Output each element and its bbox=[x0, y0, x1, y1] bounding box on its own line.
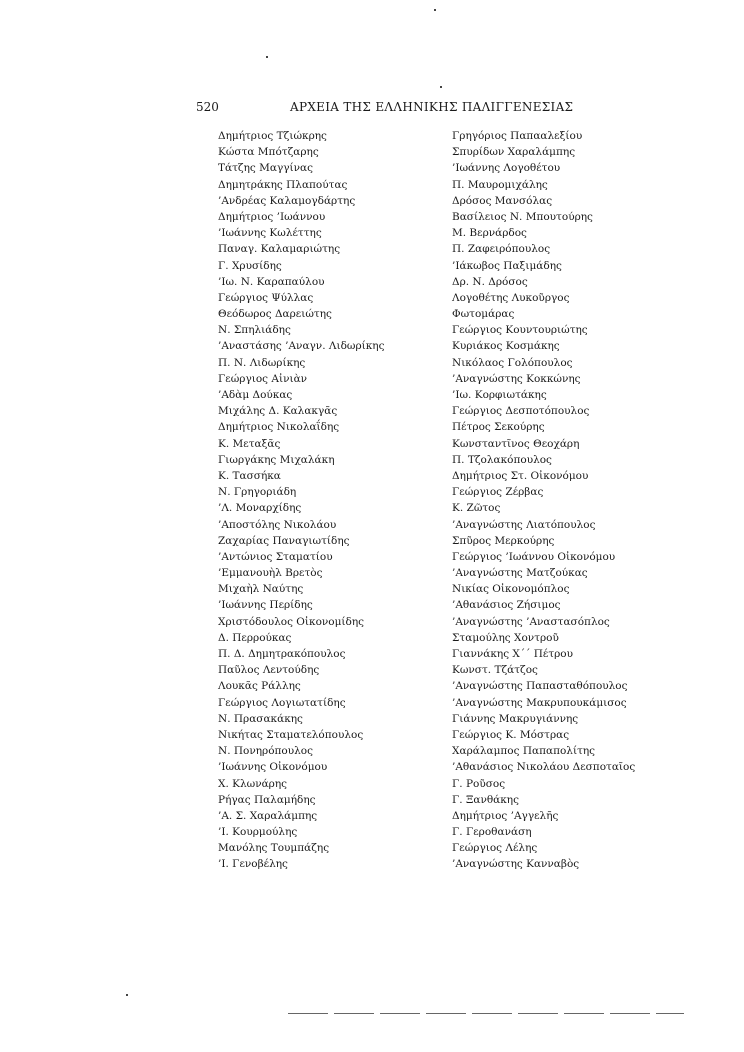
signatory-name: Κυριάκος Κοσμάκης bbox=[452, 340, 560, 353]
signatory-name: Σπυρίδων Χαραλάμπης bbox=[452, 146, 576, 159]
signatory-name: ’Αναγνώστης Ματζούκας bbox=[452, 567, 588, 580]
signatory-name: Νικήτας Σταματελόπουλος bbox=[218, 728, 364, 741]
signatory-name: Παῦλος Λεντούδης bbox=[218, 664, 320, 677]
signatory-name: Γεώργιος Ζέρβας bbox=[452, 486, 544, 499]
signatory-name: ’Αθανάσιος Νικολάου Δεσποταῖος bbox=[452, 761, 636, 774]
signatory-name: Γεώργιος Αἰνιὰν bbox=[218, 372, 308, 385]
signatory-name: Γιάννης Μακρυγιάννης bbox=[452, 712, 579, 725]
signatory-name: Κώστα Μπότζαρης bbox=[218, 146, 319, 159]
signatory-name: ’Ιωάννης Οἰκονόμου bbox=[218, 761, 328, 774]
signatory-name: Σταμούλης Χοντροῦ bbox=[452, 631, 559, 644]
signatory-name: ’Ιάκωβος Παξιμάδης bbox=[452, 259, 562, 272]
signatory-name: Δημήτριος Τζιώκρης bbox=[218, 130, 327, 142]
signatory-name: Γεώργιος ’Ιωάννου Οἰκονόμου bbox=[452, 550, 616, 563]
signatory-name: Κ. Ζῶτος bbox=[452, 502, 501, 515]
speck-mark bbox=[440, 86, 442, 88]
signatory-name: Ν. Πρασακάκης bbox=[218, 712, 303, 725]
signatory-name: Ν. Σπηλιάδης bbox=[218, 324, 291, 337]
signatory-name: ’Α. Σ. Χαραλάμπης bbox=[218, 809, 318, 822]
signatory-name: Γεώργιος Λογιωτατίδης bbox=[218, 696, 346, 709]
signatory-name: ’Ιωάννης Κωλέττης bbox=[218, 227, 322, 240]
signatory-name: Γρηγόριος Παπααλεξίου bbox=[452, 130, 583, 142]
signatory-name: Λογοθέτης Λυκοῦργος bbox=[452, 291, 570, 304]
signatory-name: Δημήτριος ’Αγγελῆς bbox=[452, 809, 559, 822]
signatory-name: Δρόσος Μανσόλας bbox=[452, 194, 553, 207]
signatory-name: ’Αντώνιος Σταματίου bbox=[218, 550, 333, 563]
signatory-name: Κ. Τασσήκα bbox=[218, 469, 281, 482]
signatory-name: Γεώργιος Ψύλλας bbox=[218, 291, 314, 304]
signatory-name: Ν. Πονηρόπουλος bbox=[218, 745, 313, 758]
signatory-name: Γιωργάκης Μιχαλάκη bbox=[218, 453, 335, 466]
signatory-name: Σπῦρος Μερκούρης bbox=[452, 534, 555, 547]
signatory-name: ’Ιωάννης Λογοθέτου bbox=[452, 162, 561, 175]
signatory-name: Μιχάλης Δ. Καλακγᾶς bbox=[218, 405, 338, 418]
signatory-name: ’Αποστόλης Νικολάου bbox=[218, 518, 337, 531]
signatory-name: Π. Δ. Δημητρακόπουλος bbox=[218, 648, 346, 660]
signatory-name: ’Αναγνώστης Λιατόπουλος bbox=[452, 518, 596, 531]
signatory-name: Φωτομάρας bbox=[452, 308, 515, 321]
signatory-name: Χ. Κλωνάρης bbox=[218, 777, 288, 790]
signatory-name: ’Αδὰμ Δούκας bbox=[218, 389, 293, 401]
signatory-name: ’Ιω. Κορφιωτάκης bbox=[452, 389, 547, 401]
signatory-name: ’Ανδρέας Καλαμογδάρτης bbox=[218, 194, 356, 207]
speck-mark bbox=[126, 994, 128, 996]
signatory-name: Νικίας Οἰκονομόπλος bbox=[452, 583, 570, 596]
speck-mark bbox=[434, 9, 436, 11]
signatory-name: ’Αναγνώστης ’Αναστασόπλος bbox=[452, 615, 610, 628]
running-title: ΑΡΧΕΙΑ ΤΗΣ ΕΛΛΗΝΙΚΗΣ ΠΑΛΙΓΓΕΝΕΣΙΑΣ bbox=[290, 100, 574, 114]
speck-mark bbox=[266, 56, 268, 58]
signatory-name: Δ. Περρούκας bbox=[218, 631, 292, 644]
signatory-name: Γ. Γεροθανάση bbox=[452, 826, 532, 839]
signatory-name: ’Αναγνώστης Κανναβὸς bbox=[452, 858, 580, 871]
signatory-name: Ρήγας Παλαμήδης bbox=[218, 793, 316, 806]
signatory-name: Γ. Χρυσίδης bbox=[218, 259, 282, 272]
signatory-name: Γεώργιος Κ. Μόστρας bbox=[452, 728, 570, 741]
signatory-name: ’Ιωάννης Περίδης bbox=[218, 599, 313, 612]
signatory-name: Θεόδωρος Δαρειώτης bbox=[218, 308, 332, 321]
signatory-name: Μιχαὴλ Ναύτης bbox=[218, 583, 304, 596]
signatory-name: Δημήτριος ’Ιωάννου bbox=[218, 210, 326, 223]
page-number: 520 bbox=[196, 100, 219, 114]
signatory-name: Τάτζης Μαγγίνας bbox=[218, 162, 313, 175]
signatory-name: Παναγ. Καλαμαριώτης bbox=[218, 243, 341, 256]
signatory-name: Βασίλειος Ν. Μπουτούρης bbox=[452, 210, 593, 223]
signatory-name: Ζαχαρίας Παναγιωτίδης bbox=[218, 534, 350, 547]
signatory-name: Δρ. Ν. Δρόσος bbox=[452, 275, 528, 288]
signatory-name: ’Αναγνώστης Παπασταθόπουλος bbox=[452, 680, 628, 693]
signatory-name: Γ. Ροῦσος bbox=[452, 777, 506, 790]
signatory-name: ’Ι. Κουρμούλης bbox=[218, 826, 298, 839]
signatory-name: Π. Ζαφειρόπουλος bbox=[452, 243, 551, 256]
signatory-name: ’Ι. Γενοβέλης bbox=[218, 858, 288, 871]
footer-rule bbox=[288, 1013, 684, 1014]
signatory-name: Γεώργιος Δεσποτόπουλος bbox=[452, 405, 590, 418]
signatory-name: Πέτρος Σεκούρης bbox=[452, 421, 545, 434]
signatory-name: Ν. Γρηγοριάδη bbox=[218, 486, 297, 499]
signatory-name: Γ. Ξανθάκης bbox=[452, 793, 519, 806]
signatory-name: ’Εμμανουὴλ Βρετὸς bbox=[218, 567, 323, 580]
signatory-name: ’Αναγνώστης Μακρυπουκάμισος bbox=[452, 696, 627, 709]
names-column-right bbox=[452, 128, 712, 873]
signatory-name: Λουκᾶς Ράλλης bbox=[218, 680, 301, 693]
signatory-name: ’Ιω. Ν. Καραπαύλου bbox=[218, 275, 325, 288]
signatory-name: Χριστόδουλος Οἰκονομίδης bbox=[218, 615, 365, 628]
signatory-name: Νικόλαος Γολόπουλος bbox=[452, 356, 573, 369]
signatory-name: Π. Τζολακόπουλος bbox=[452, 453, 552, 466]
signatory-name: ’Αναστάσης ’Αναγν. Λιδωρίκης bbox=[218, 340, 385, 353]
signatory-name: Γεώργιος Κουντουριώτης bbox=[452, 324, 588, 337]
signatory-name: Κωνσταντῖνος Θεοχάρη bbox=[452, 437, 580, 450]
signatory-name: Κωνστ. Τζάτζος bbox=[452, 664, 538, 677]
signatory-name: ’Αναγνώστης Κοκκώνης bbox=[452, 372, 581, 385]
signatory-name: Γιαννάκης Χ΄΄ Πέτρου bbox=[452, 648, 574, 660]
signatory-name: ’Αθανάσιος Ζήσιμος bbox=[452, 599, 561, 612]
signatory-name: Κ. Μεταξᾶς bbox=[218, 437, 281, 450]
signatory-name: Π. Ν. Λιδωρίκης bbox=[218, 356, 306, 369]
signatory-name: Χαράλαμπος Παπαπολίτης bbox=[452, 745, 596, 758]
signatory-name: Δημητράκης Πλαπούτας bbox=[218, 178, 348, 191]
signatory-name: Δημήτριος Στ. Οἰκονόμου bbox=[452, 469, 589, 482]
signatory-name: ’Λ. Μοναρχίδης bbox=[218, 502, 302, 515]
signatory-name: Μ. Βερνάρδος bbox=[452, 227, 527, 240]
signatory-name: Π. Μαυρομιχάλης bbox=[452, 178, 548, 191]
signatory-name: Μανόλης Τουμπάζης bbox=[218, 842, 330, 855]
signatory-name: Γεώργιος Λέλης bbox=[452, 842, 538, 855]
names-column-left bbox=[218, 128, 478, 873]
signatory-name: Δημήτριος Νικολαΐδης bbox=[218, 421, 340, 434]
